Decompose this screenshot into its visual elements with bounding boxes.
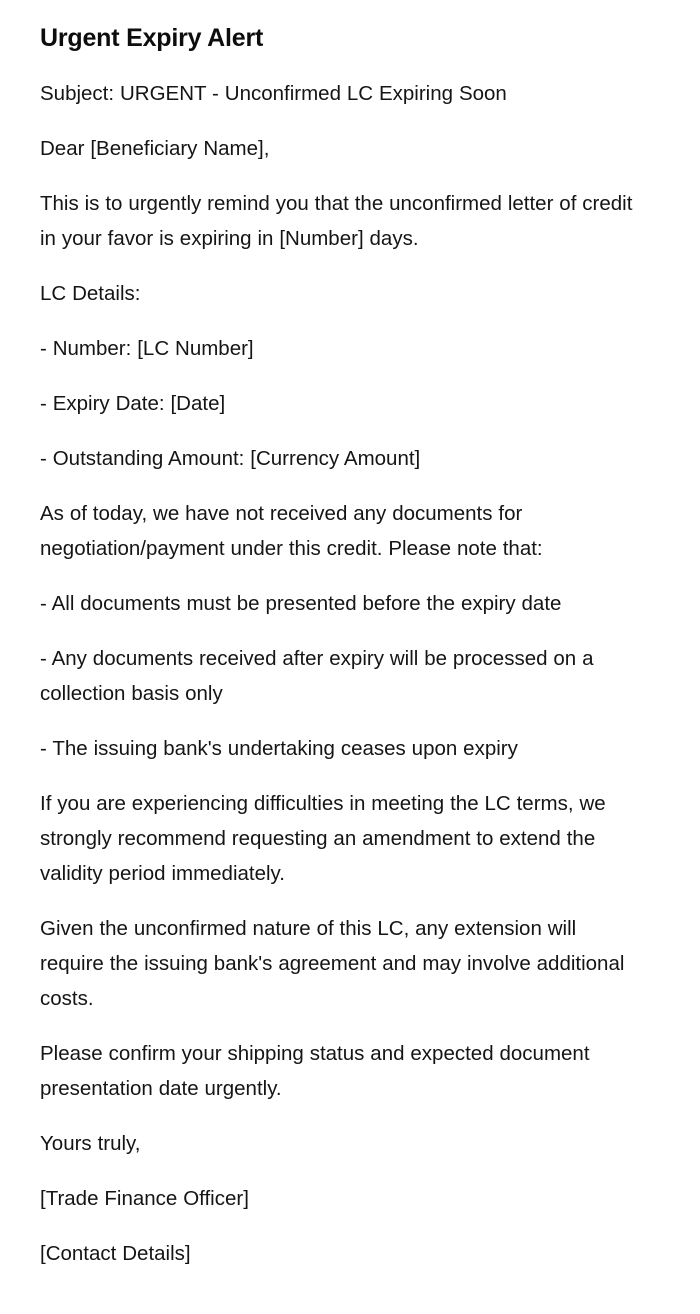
list-item-collection-basis: - Any documents received after expiry will be processed on a collection basis only (40, 647, 594, 705)
list-item-expiry-date: - Expiry Date: [Date] (40, 392, 226, 415)
paragraph-contact-details: [Contact Details] (40, 1242, 191, 1265)
paragraph-amendment-recommendation: If you are experiencing difficulties in meeting the LC terms, we strongly recommend requesting an amendment to extend the validity period immediately. (40, 792, 606, 885)
paragraph-reminder: This is to urgently remind you that the unconfirmed letter of credit in your favor is expiring in [Number] days. (40, 192, 633, 250)
page-title: Urgent Expiry Alert (40, 24, 264, 52)
list-item-outstanding-amount: - Outstanding Amount: [Currency Amount] (40, 447, 421, 470)
paragraph-lc-details-heading: LC Details: (40, 282, 141, 305)
paragraph-subject: Subject: URGENT - Unconfirmed LC Expiring Soon (40, 82, 507, 105)
paragraph-confirm-shipping-status: Please confirm your shipping status and expected document presentation date urgently. (40, 1042, 590, 1100)
list-item-documents-before-expiry: - All documents must be presented before the expiry date (40, 592, 562, 615)
paragraph-closing: Yours truly, (40, 1132, 141, 1155)
paragraph-signature-role: [Trade Finance Officer] (40, 1187, 249, 1210)
paragraph-no-documents-received: As of today, we have not received any documents for negotiation/payment under this credit. Please note that: (40, 502, 543, 560)
paragraph-extension-costs: Given the unconfirmed nature of this LC, any extension will require the issuing bank's agreement and may involve additional costs. (40, 917, 625, 1010)
list-item-lc-number: - Number: [LC Number] (40, 337, 254, 360)
paragraph-salutation: Dear [Beneficiary Name], (40, 137, 270, 160)
list-item-undertaking-ceases: - The issuing bank's undertaking ceases upon expiry (40, 737, 518, 760)
